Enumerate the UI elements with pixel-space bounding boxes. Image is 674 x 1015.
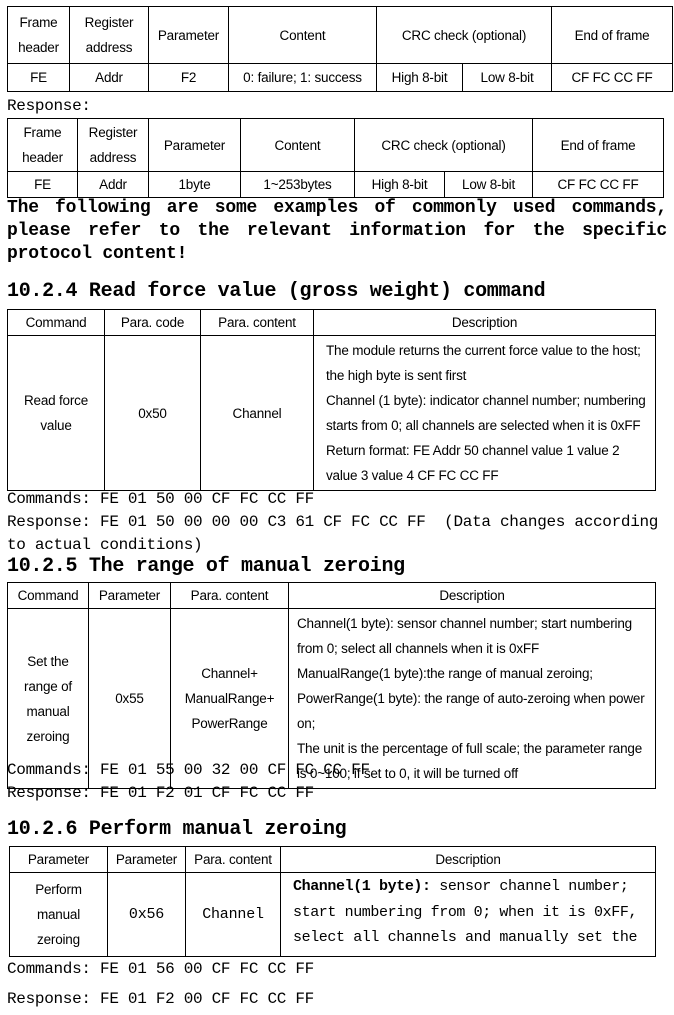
description-clip xyxy=(293,873,649,954)
header-register-address: Register address xyxy=(70,7,149,64)
cell-para-code: 0x50 xyxy=(105,336,201,491)
header-content: Content xyxy=(241,119,355,172)
header-description: Description xyxy=(314,310,656,336)
header-description: Description xyxy=(289,583,656,609)
cell-crc-low: Low 8-bit xyxy=(445,172,533,198)
description-rest: sensor channel number; start numbering from 0; when it is 0xFF, select all channels and manually set the xyxy=(293,878,638,946)
cell-parameter: Perform manual zeroing xyxy=(10,873,108,957)
header-parameter-2: Parameter xyxy=(108,847,186,873)
cell-description xyxy=(314,336,656,491)
description-line: The unit is the percentage of full scale; the parameter range is 0~100; if set to 0, it will be turned off xyxy=(297,741,643,781)
cell-command: Read force value xyxy=(8,336,105,491)
description-line: PowerRange(1 byte): the range of auto-zeroing when power on; xyxy=(297,691,645,731)
cell-para-content: Channel+ ManualRange+ PowerRange xyxy=(171,609,289,789)
header-command: Command xyxy=(8,583,89,609)
cell-crc-high: High 8-bit xyxy=(377,64,463,92)
header-end-of-frame: End of frame xyxy=(552,7,673,64)
header-command: Command xyxy=(8,310,105,336)
description-bold: Channel(1 byte): xyxy=(293,878,431,895)
commands-line-1026: Commands: FE 01 56 00 CF FC CC FF xyxy=(7,960,314,978)
description-line: Channel (1 byte): indicator channel number; numbering starts from 0; all channels are selected when it is 0xFF xyxy=(326,393,646,433)
section-heading-1024: 10.2.4 Read force value (gross weight) command xyxy=(7,280,546,303)
response-line-1024: Response: FE 01 50 00 00 00 C3 61 CF FC CC FF (Data changes according xyxy=(7,513,659,531)
cell-frame-header: FE xyxy=(8,172,78,198)
cell-crc-low: Low 8-bit xyxy=(463,64,552,92)
cell-parameter-code: 0x56 xyxy=(108,873,186,957)
header-register-address: Register address xyxy=(78,119,149,172)
cell-content: 1~253bytes xyxy=(241,172,355,198)
header-crc: CRC check (optional) xyxy=(377,7,552,64)
cell-end-of-frame: CF FC CC FF xyxy=(533,172,664,198)
frame-table-ack xyxy=(7,6,673,92)
header-content: Content xyxy=(229,7,377,64)
cell-register-address: Addr xyxy=(78,172,149,198)
header-parameter: Parameter xyxy=(10,847,108,873)
header-description: Description xyxy=(281,847,656,873)
description-line: Return format: FE Addr 50 channel value 1 value 2 value 3 value 4 CF FC CC FF xyxy=(326,443,620,483)
header-para-content: Para. content xyxy=(186,847,281,873)
description-line: ManualRange(1 byte):the range of manual zeroing; xyxy=(297,666,593,681)
cell-end-of-frame: CF FC CC FF xyxy=(552,64,673,92)
header-end-of-frame: End of frame xyxy=(533,119,664,172)
cell-parameter: 0x55 xyxy=(89,609,171,789)
section-heading-1026: 10.2.6 Perform manual zeroing xyxy=(7,818,347,841)
header-frame-header: Frame header xyxy=(8,119,78,172)
cell-parameter: F2 xyxy=(149,64,229,92)
frame-table-response xyxy=(7,118,664,198)
cell-para-content: Channel xyxy=(186,873,281,957)
command-table-1024 xyxy=(7,309,656,491)
cell-para-content: Channel xyxy=(201,336,314,491)
intro-paragraph: The following are some examples of commonly used commands, please refer to the relevant information for the specific protocol content! xyxy=(7,198,667,264)
command-table-1025 xyxy=(7,582,656,789)
header-parameter: Parameter xyxy=(89,583,171,609)
header-parameter: Parameter xyxy=(149,7,229,64)
header-para-content: Para. content xyxy=(171,583,289,609)
header-para-code: Para. code xyxy=(105,310,201,336)
cell-frame-header: FE xyxy=(8,64,70,92)
response-label: Response: xyxy=(7,97,91,115)
header-frame-header: Frame header xyxy=(8,7,70,64)
cell-crc-high: High 8-bit xyxy=(355,172,445,198)
response-line-1025: Response: FE 01 F2 01 CF FC CC FF xyxy=(7,784,314,802)
cell-register-address: Addr xyxy=(70,64,149,92)
header-parameter: Parameter xyxy=(149,119,241,172)
response-line-1024-cont: to actual conditions) xyxy=(7,536,203,554)
cell-command: Set the range of manual zeroing xyxy=(8,609,89,789)
section-heading-1025: 10.2.5 The range of manual zeroing xyxy=(7,555,405,578)
cell-description xyxy=(281,873,656,957)
cell-content: 0: failure; 1: success xyxy=(229,64,377,92)
response-line-1026: Response: FE 01 F2 00 CF FC CC FF xyxy=(7,990,314,1008)
header-crc: CRC check (optional) xyxy=(355,119,533,172)
description-line: The module returns the current force value to the host; the high byte is sent first xyxy=(326,343,641,383)
command-table-1026 xyxy=(9,846,656,957)
cell-parameter: 1byte xyxy=(149,172,241,198)
commands-line-1024: Commands: FE 01 50 00 CF FC CC FF xyxy=(7,490,314,508)
description-line: Channel(1 byte): sensor channel number; start numbering from 0; select all channels when it is 0xFF xyxy=(297,616,632,656)
commands-line-1025: Commands: FE 01 55 00 32 00 CF FC CC FF xyxy=(7,761,370,779)
header-para-content: Para. content xyxy=(201,310,314,336)
